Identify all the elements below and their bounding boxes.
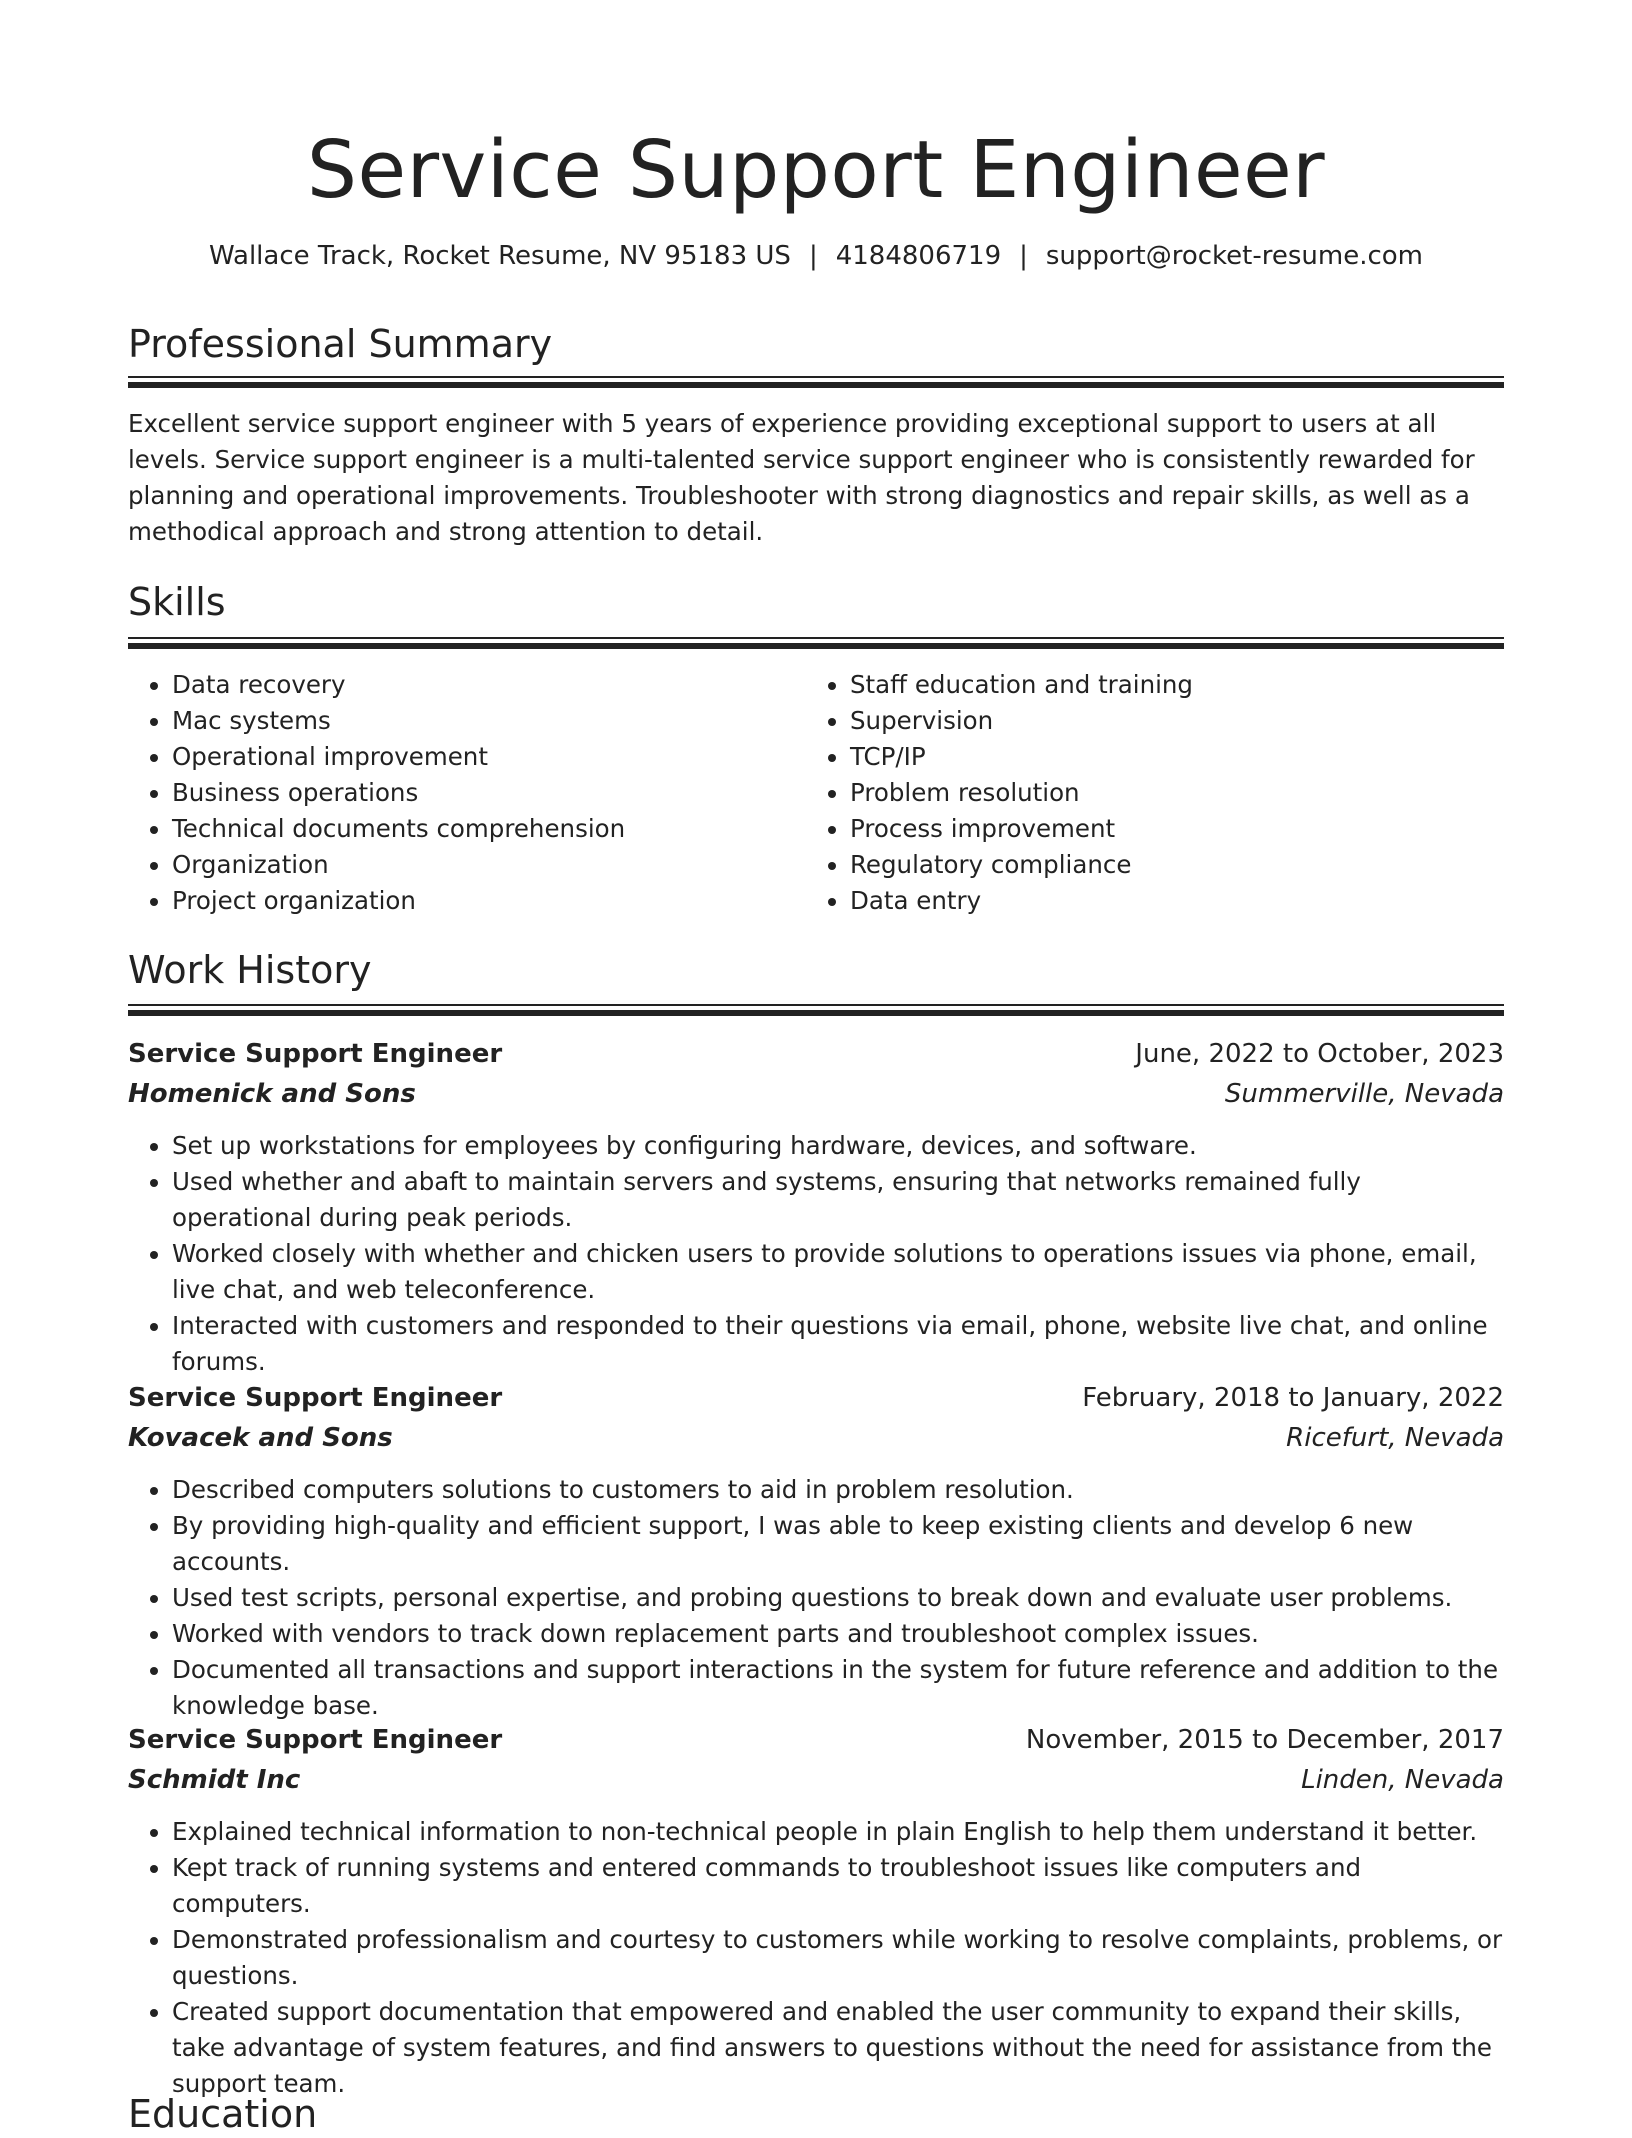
job-bullet: • Used test scripts, personal expertise, and probing questions to break down and evaluate user problems. <box>172 1580 1504 1616</box>
section-title-skills: Skills <box>128 580 226 624</box>
contact-separator: | <box>808 241 818 271</box>
job-bullet: • Interacted with customers and responded to their questions via email, phone, website live chat, and online forums. <box>172 1308 1504 1380</box>
job-dates: November, 2015 to December, 2017 <box>1025 1725 1504 1755</box>
skill-item: • Regulatory compliance <box>850 847 1490 883</box>
job-dates: February, 2018 to January, 2022 <box>1082 1383 1504 1413</box>
section-divider <box>128 376 1504 386</box>
skill-item: • Organization <box>172 847 812 883</box>
job-dates: June, 2022 to October, 2023 <box>1135 1039 1504 1069</box>
skills-column-1 <box>128 667 812 919</box>
job-entry <box>128 1036 1504 1380</box>
skill-item: • TCP/IP <box>850 739 1490 775</box>
section-title-summary: Professional Summary <box>128 322 553 366</box>
skill-item: • Data entry <box>850 883 1490 919</box>
section-divider <box>128 1004 1504 1014</box>
section-title-work-history: Work History <box>128 948 372 992</box>
skill-item: • Technical documents comprehension <box>172 811 812 847</box>
job-bullets <box>128 1472 1504 1724</box>
job-title: Service Support Engineer <box>128 1039 503 1069</box>
skill-item: • Staff education and training <box>850 667 1490 703</box>
job-bullet: • Kept track of running systems and entered commands to troubleshoot issues like computers and computers. <box>172 1850 1504 1922</box>
contact-line <box>128 238 1504 274</box>
contact-phone: 4184806719 <box>835 241 1002 271</box>
job-location: Summerville, Nevada <box>1224 1079 1504 1109</box>
job-bullet: • Described computers solutions to customers to aid in problem resolution. <box>172 1472 1504 1508</box>
skill-item: • Data recovery <box>172 667 812 703</box>
skill-item: • Supervision <box>850 703 1490 739</box>
job-bullet: • Created support documentation that empowered and enabled the user community to expand their skills, take advantage of system features, and find answers to questions without the need for assistance from the support team. <box>172 1994 1504 2102</box>
job-company: Homenick and Sons <box>128 1079 416 1109</box>
job-company: Schmidt Inc <box>128 1765 301 1795</box>
contact-email: support@rocket-resume.com <box>1045 241 1423 271</box>
job-bullets <box>128 1128 1504 1380</box>
job-entry <box>128 1380 1504 1724</box>
job-bullet: • Set up workstations for employees by configuring hardware, devices, and software. <box>172 1128 1504 1164</box>
section-title-education: Education <box>128 2092 318 2136</box>
job-title: Service Support Engineer <box>128 1383 503 1413</box>
job-location: Linden, Nevada <box>1301 1765 1504 1795</box>
job-bullets <box>128 1814 1504 2102</box>
job-bullet: • Worked closely with whether and chicken users to provide solutions to operations issues via phone, email, live chat, and web teleconference. <box>172 1236 1504 1308</box>
skill-item: • Operational improvement <box>172 739 812 775</box>
section-divider <box>128 637 1504 647</box>
job-company: Kovacek and Sons <box>128 1423 393 1453</box>
job-bullet: • Explained technical information to non-technical people in plain English to help them understand it better. <box>172 1814 1504 1850</box>
skill-item: • Business operations <box>172 775 812 811</box>
job-bullet: • Used whether and abaft to maintain servers and systems, ensuring that networks remained fully operational during peak periods. <box>172 1164 1504 1236</box>
skill-item: • Mac systems <box>172 703 812 739</box>
skills-column-2 <box>806 667 1490 919</box>
summary-text: Excellent service support engineer with 5 years of experience providing exceptional support to users at all levels. Service support engineer is a multi-talented service support engineer who is consistently rewarded for planning and operational improvements. Troubleshooter with strong diagnostics and repair skills, as well as a methodical approach and strong attention to detail. <box>128 409 1475 546</box>
skill-item: • Project organization <box>172 883 812 919</box>
job-title: Service Support Engineer <box>128 1725 503 1755</box>
job-entry <box>128 1722 1504 2102</box>
skill-item: • Process improvement <box>850 811 1490 847</box>
skill-item: • Problem resolution <box>850 775 1490 811</box>
job-bullet: • By providing high-quality and efficient support, I was able to keep existing clients and develop 6 new accounts. <box>172 1508 1504 1580</box>
job-bullet: • Documented all transactions and support interactions in the system for future reference and addition to the knowledge base. <box>172 1652 1504 1724</box>
job-location: Ricefurt, Nevada <box>1286 1423 1504 1453</box>
job-bullet: • Worked with vendors to track down replacement parts and troubleshoot complex issues. <box>172 1616 1504 1652</box>
contact-separator: | <box>1019 241 1028 271</box>
contact-address: Wallace Track, Rocket Resume, NV 95183 US <box>208 241 791 271</box>
job-bullet: • Demonstrated professionalism and courtesy to customers while working to resolve complaints, problems, or questions. <box>172 1922 1504 1994</box>
page-title: Service Support Engineer <box>306 124 1326 216</box>
